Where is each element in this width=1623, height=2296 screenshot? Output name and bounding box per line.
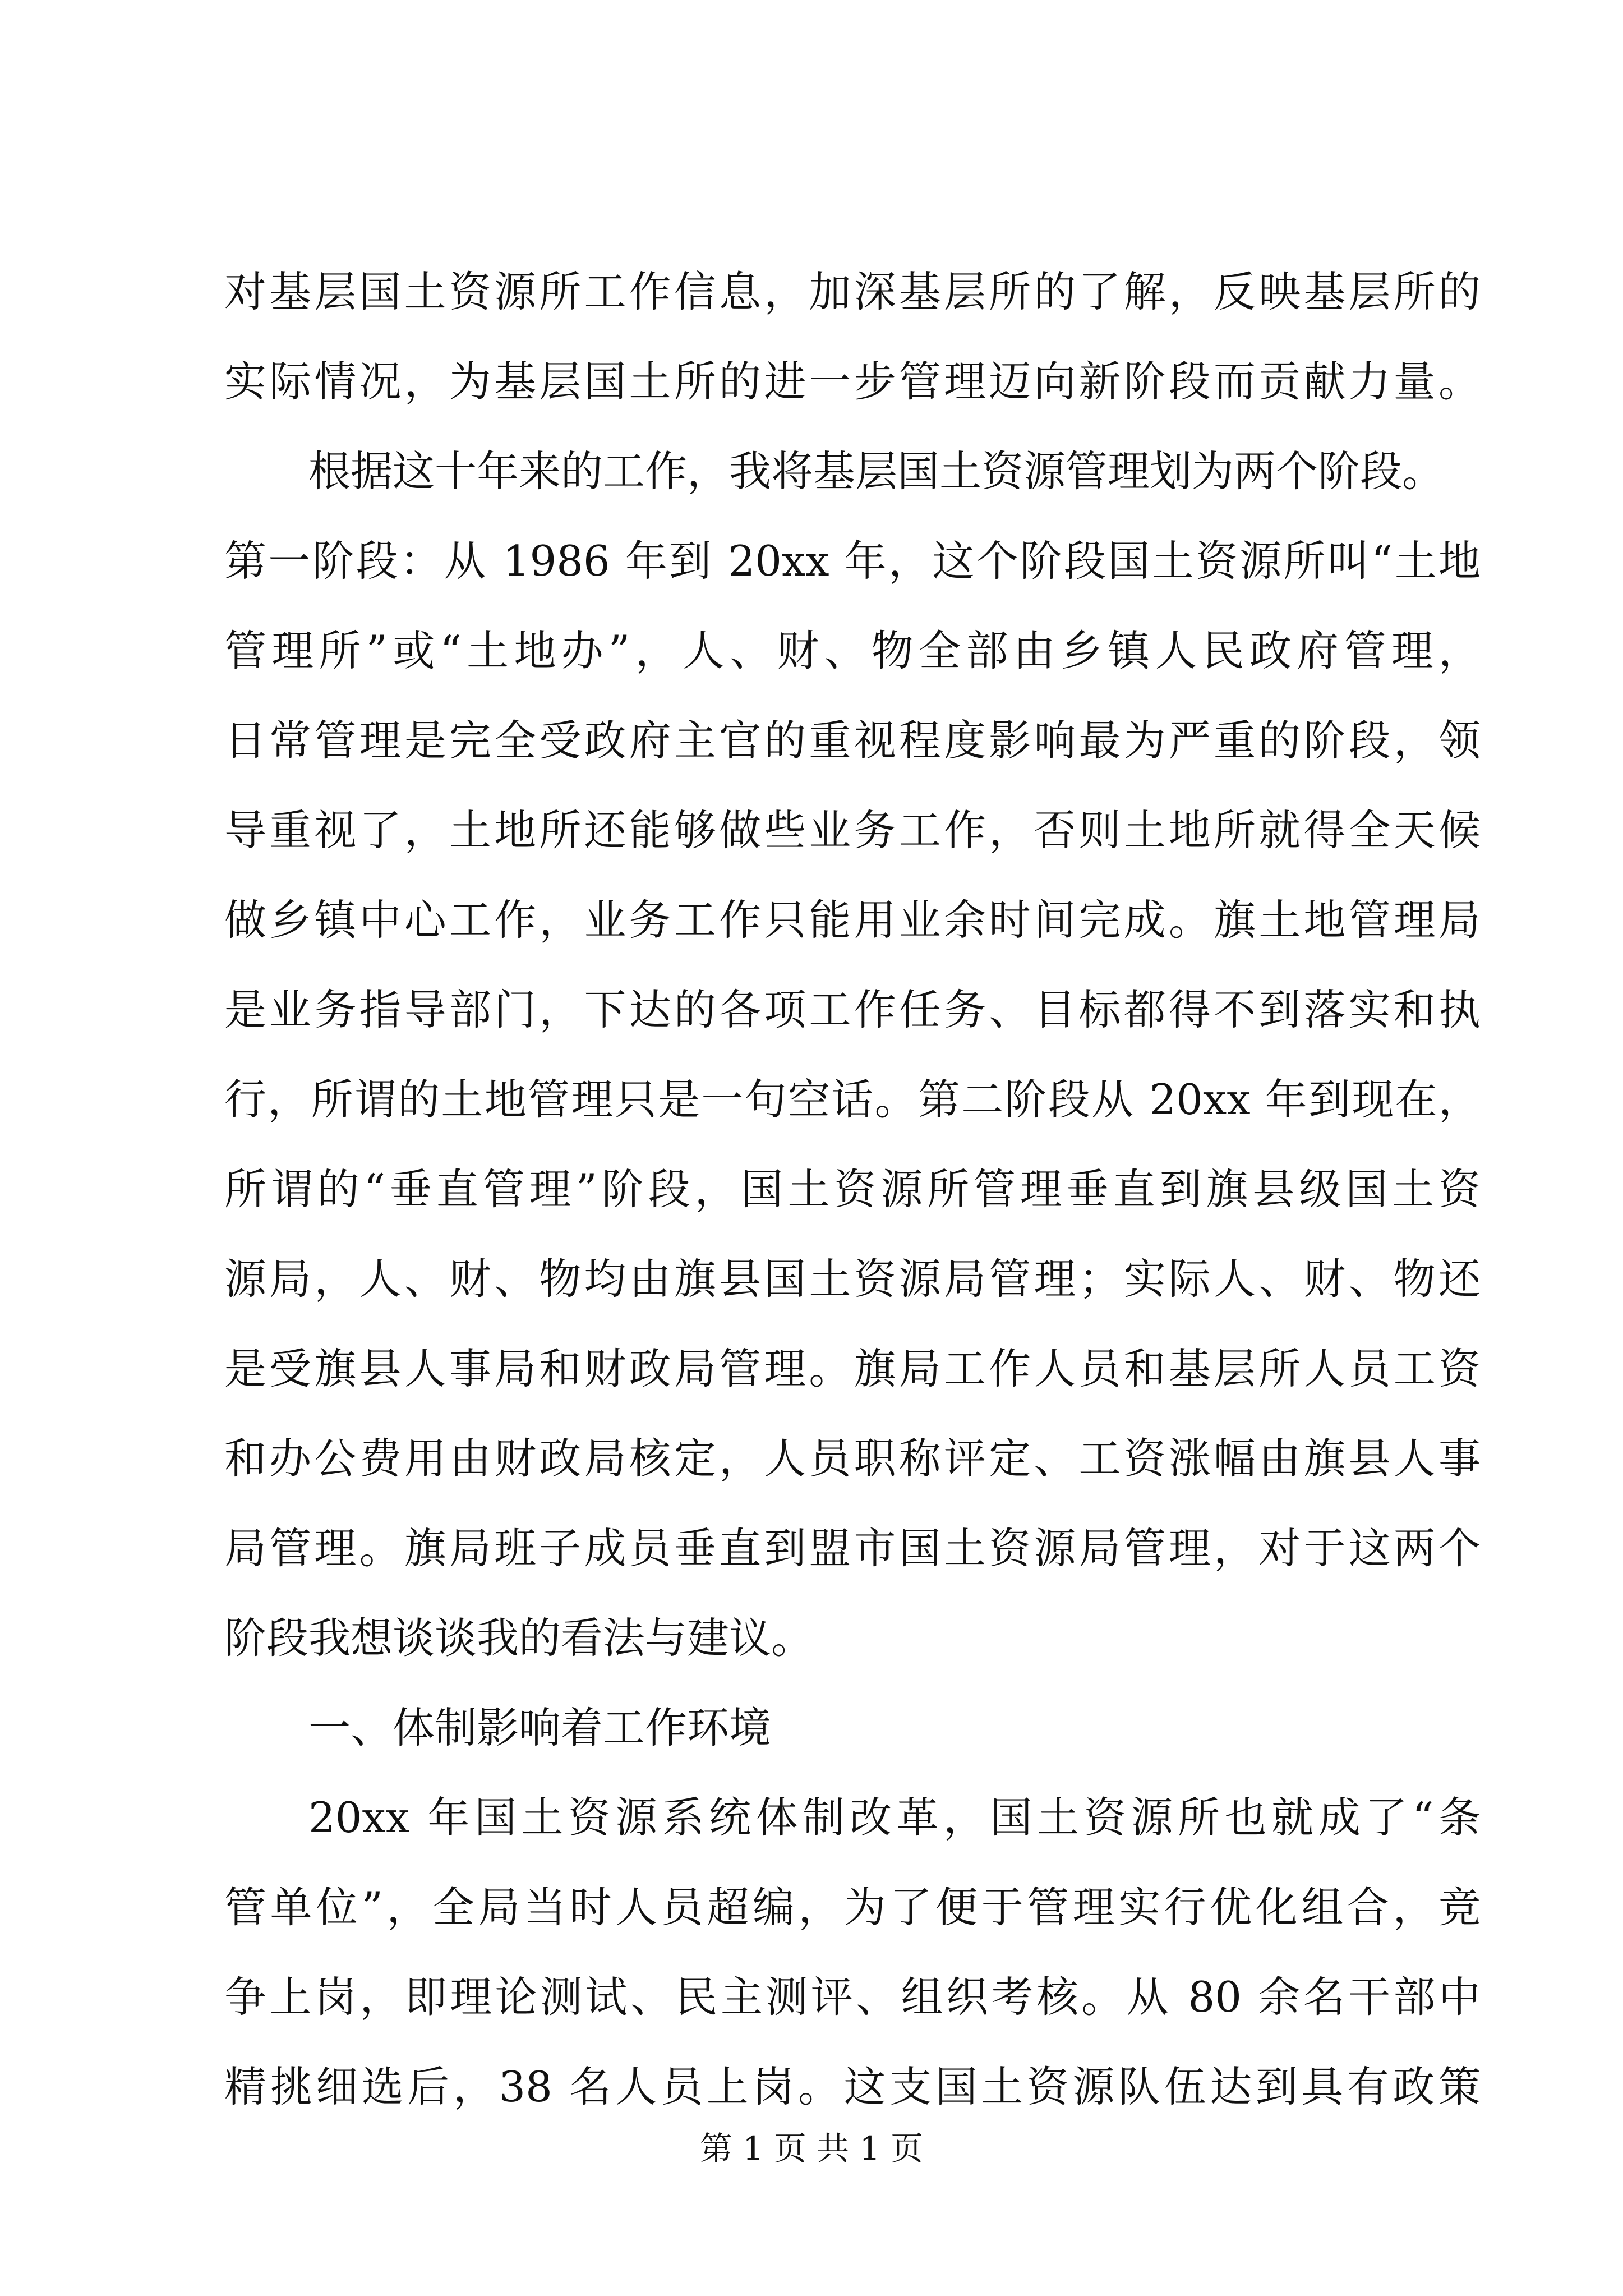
body-text (224, 247, 1481, 2132)
section-heading: 一、体制影响着工作环境 (308, 1703, 772, 1752)
text-line: 管单位”，全局当时人员超编，为了便于管理实行优化组合，竞 (224, 1883, 1481, 1932)
text-line: 管理所”或“土地办”，人、财、物全部由乡镇人民政府管理， (224, 626, 1481, 675)
paragraph-start-line: 根据这十年来的工作，我将基层国土资源管理划为两个阶段。 (308, 447, 1445, 496)
text-line: 局管理。旗局班子成员垂直到盟市国土资源局管理，对于这两个 (224, 1524, 1481, 1573)
text-line: 所谓的“垂直管理”阶段，国土资源所管理垂直到旗县级国土资 (224, 1165, 1481, 1214)
text-line: 源局，人、财、物均由旗县国土资源局管理；实际人、财、物还 (224, 1254, 1481, 1304)
text-line: 实际情况，为基层国土所的进一步管理迈向新阶段而贡献力量。 (224, 357, 1481, 406)
text-line: 是受旗县人事局和财政局管理。旗局工作人员和基层所人员工资 (224, 1344, 1481, 1393)
text-line: 导重视了，土地所还能够做些业务工作，否则土地所就得全天候 (224, 806, 1481, 855)
paragraph-start-line: 20xx 年国土资源系统体制改革，国土资源所也就成了“条 (308, 1793, 1481, 1842)
text-line: 第一阶段：从 1986 年到 20xx 年，这个阶段国土资源所叫“土地 (224, 536, 1481, 586)
text-line: 阶段我想谈谈我的看法与建议。 (224, 1613, 814, 1663)
text-line: 日常管理是完全受政府主官的重视程度影响最为严重的阶段，领 (224, 716, 1481, 765)
text-line: 和办公费用由财政局核定，人员职称评定、工资涨幅由旗县人事 (224, 1434, 1481, 1483)
text-line: 做乡镇中心工作，业务工作只能用业余时间完成。旗土地管理局 (224, 895, 1481, 945)
text-line: 是业务指导部门，下达的各项工作任务、目标都得不到落实和执 (224, 985, 1481, 1034)
text-line: 对基层国土资源所工作信息，加深基层所的了解，反映基层所的 (224, 267, 1481, 316)
text-line: 争上岗，即理论测试、民主测评、组织考核。从 80 余名干部中 (224, 1972, 1481, 2022)
text-line: 行，所谓的土地管理只是一句空话。第二阶段从 20xx 年到现在， (224, 1075, 1481, 1124)
text-line: 精挑细选后，38 名人员上岗。这支国土资源队伍达到具有政策 (224, 2062, 1481, 2111)
page-footer: 第 1 页 共 1 页 (700, 2129, 923, 2168)
